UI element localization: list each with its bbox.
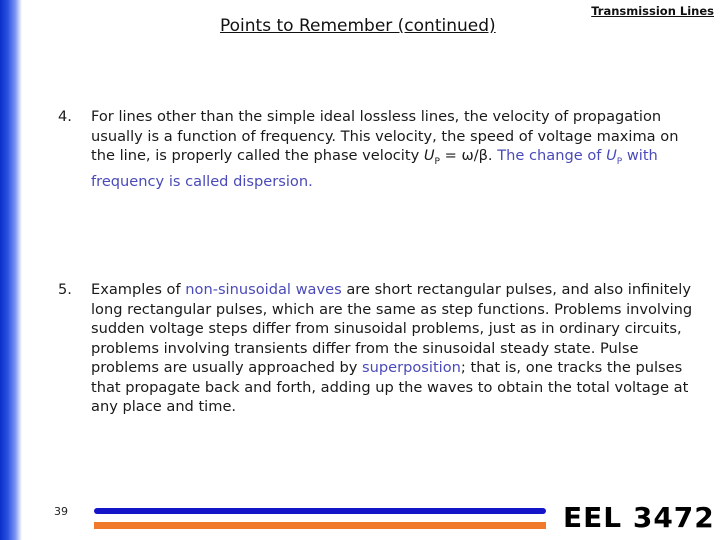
- item-number: 5.: [58, 281, 72, 298]
- footer-orange-bar: [94, 522, 546, 529]
- list-item-4: [58, 107, 698, 192]
- item-number: 4.: [58, 108, 72, 125]
- phase-velocity-subscript: P: [434, 156, 440, 167]
- phase-velocity-formula: = ω/β.: [439, 147, 493, 164]
- highlight-non-sinusoidal: non-sinusoidal waves: [185, 281, 342, 298]
- page-number: 39: [54, 505, 68, 518]
- dispersion-subscript: P: [616, 156, 623, 167]
- dispersion-symbol: U: [606, 147, 617, 164]
- item-text: For lines other than the simple ideal lossless lines, the velocity of propagation usually is a function of frequency. This velocity, the speed of voltage maxima on the line, is properly called the phase velocity: [91, 108, 679, 164]
- course-code: EEL 3472: [563, 501, 715, 534]
- phase-velocity-symbol: U: [423, 147, 435, 164]
- slide-title: Points to Remember (continued): [220, 16, 496, 36]
- item-text-c: ; that is, one tracks the pulses that propagate back and forth, adding up the waves to obtain the total voltage at any place and time.: [91, 359, 689, 415]
- course-tag: Transmission Lines: [591, 4, 714, 18]
- item-body: [91, 280, 698, 417]
- footer-blue-bar: [94, 508, 546, 514]
- item-text-b: are short rectangular pulses, and also infinitely long rectangular pulses, which are the same as step functions. Problems involving sudden voltage steps differ from sinusoidal problems, just as in ordinary circuits, problems involving transients differ from the sinusoidal steady state. Pulse problems are usually approached by: [91, 281, 693, 376]
- sidebar-gradient-bar: [0, 0, 22, 540]
- item-body: [91, 107, 698, 192]
- item-text-a: Examples of: [91, 281, 186, 298]
- list-item-5: [58, 280, 698, 417]
- dispersion-text-b: with frequency is called dispersion.: [91, 147, 658, 191]
- dispersion-text-a: The change of: [497, 147, 607, 164]
- highlight-superposition: superposition: [362, 359, 461, 376]
